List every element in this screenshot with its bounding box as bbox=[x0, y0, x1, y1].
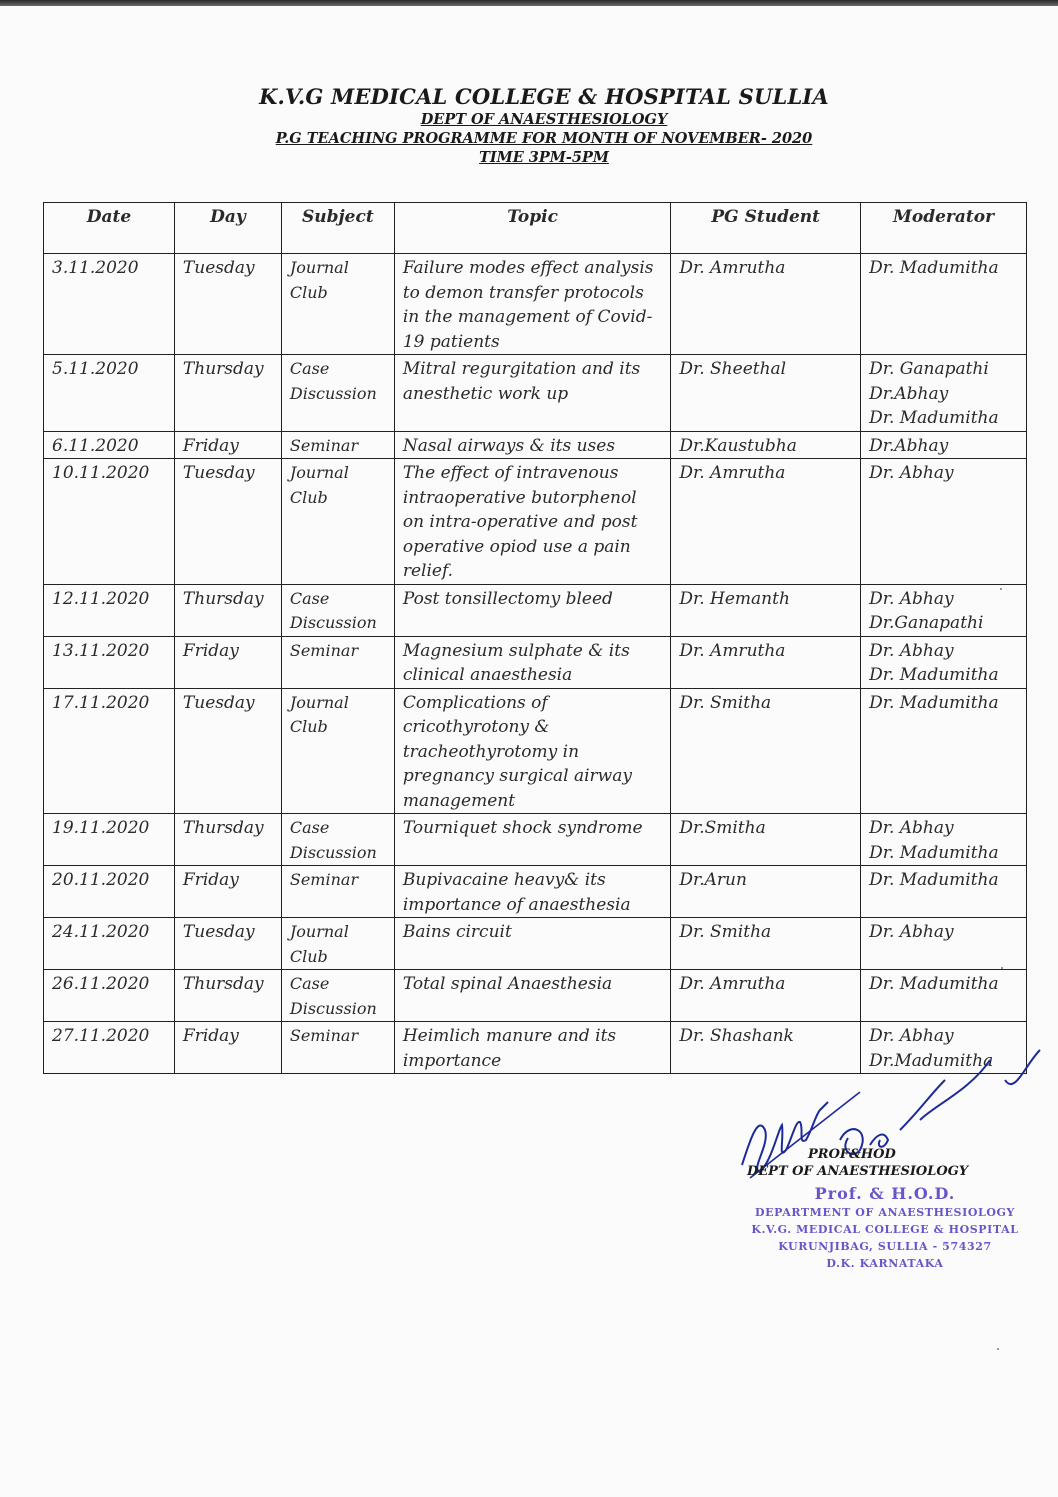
topic-cell: Magnesium sulphate & its clinical anaesthesia bbox=[394, 636, 671, 688]
date-cell: 20.11.2020 bbox=[44, 866, 175, 918]
moderator-cell bbox=[861, 918, 1027, 970]
pg-student-cell: Dr. Amrutha bbox=[671, 459, 861, 585]
signature-role: PROF&HOD bbox=[808, 1147, 896, 1162]
moderator-cell bbox=[861, 355, 1027, 432]
table-row bbox=[44, 431, 1027, 459]
date-cell: 6.11.2020 bbox=[44, 431, 175, 459]
subject-cell: Seminar bbox=[281, 431, 394, 459]
moderator-name: Dr. Ganapathi bbox=[869, 359, 989, 379]
day-cell: Friday bbox=[174, 636, 281, 688]
institution-title: K.V.G MEDICAL COLLEGE & HOSPITAL SULLIA bbox=[259, 84, 829, 109]
day-cell: Tuesday bbox=[174, 688, 281, 814]
programme-title: P.G TEACHING PROGRAMME FOR MONTH OF NOVEMBER- 2020 bbox=[275, 130, 813, 147]
topic-cell: Bupivacaine heavy& its importance of anaesthesia bbox=[394, 866, 671, 918]
moderator-name: Dr. Madumitha bbox=[869, 665, 999, 685]
stamp-title: Prof. & H.O.D. bbox=[814, 1184, 956, 1203]
date-cell: 17.11.2020 bbox=[44, 688, 175, 814]
day-cell: Thursday bbox=[174, 970, 281, 1022]
pg-student-cell: Dr.Kaustubha bbox=[671, 431, 861, 459]
moderator-name: Dr.Abhay bbox=[869, 435, 949, 456]
stamp-line-2: K.V.G. MEDICAL COLLEGE & HOSPITAL bbox=[751, 1223, 1019, 1236]
column-header-moderator: Moderator bbox=[861, 203, 1027, 254]
day-cell: Friday bbox=[174, 866, 281, 918]
topic-cell: The effect of intravenous intraoperative butorphenol on intra-operative and post operative opiod use a pain relief. bbox=[394, 459, 671, 585]
table-row bbox=[44, 254, 1027, 355]
day-cell: Thursday bbox=[174, 814, 281, 866]
subject-cell: Journal Club bbox=[281, 918, 394, 970]
pg-student-cell: Dr.Arun bbox=[671, 866, 861, 918]
column-header-day: Day bbox=[174, 203, 281, 254]
pg-student-cell: Dr. Amrutha bbox=[671, 254, 861, 355]
subject-cell: Case Discussion bbox=[281, 355, 394, 432]
table-row bbox=[44, 918, 1027, 970]
table-row bbox=[44, 459, 1027, 585]
schedule-table bbox=[43, 202, 1027, 1074]
stamp-line-3: KURUNJIBAG, SULLIA - 574327 bbox=[778, 1240, 992, 1253]
pg-student-cell: Dr. Amrutha bbox=[671, 636, 861, 688]
topic-cell: Heimlich manure and its importance bbox=[394, 1022, 671, 1074]
table-header-row bbox=[44, 203, 1027, 254]
subject-cell: Case Discussion bbox=[281, 970, 394, 1022]
department-title: DEPT OF ANAESTHESIOLOGY bbox=[420, 111, 668, 128]
moderator-name: Dr. Madumitha bbox=[869, 258, 999, 278]
date-cell: 19.11.2020 bbox=[44, 814, 175, 866]
moderator-name: Dr. Madumitha bbox=[869, 692, 999, 713]
pg-student-cell: Dr. Sheethal bbox=[671, 355, 861, 432]
date-cell: 5.11.2020 bbox=[44, 355, 175, 432]
day-cell: Thursday bbox=[174, 584, 281, 636]
moderator-name: Dr. Madumitha bbox=[869, 974, 999, 994]
moderator-name: Dr. Abhay bbox=[869, 640, 954, 661]
table-row bbox=[44, 584, 1027, 636]
moderator-cell bbox=[861, 584, 1027, 636]
table-row bbox=[44, 866, 1027, 918]
pg-student-cell: Dr. Hemanth bbox=[671, 584, 861, 636]
day-cell: Thursday bbox=[174, 355, 281, 432]
topic-cell: Nasal airways & its uses bbox=[394, 431, 671, 459]
table-row bbox=[44, 814, 1027, 866]
table-row bbox=[44, 636, 1027, 688]
subject-cell: Journal Club bbox=[281, 254, 394, 355]
date-cell: 12.11.2020 bbox=[44, 584, 175, 636]
signature-caption bbox=[720, 1146, 1050, 1180]
table-row bbox=[44, 688, 1027, 814]
signature-department: DEPT OF ANAESTHESIOLOGY bbox=[747, 1164, 969, 1179]
day-cell: Tuesday bbox=[174, 918, 281, 970]
document-header bbox=[0, 84, 1058, 167]
date-cell: 10.11.2020 bbox=[44, 459, 175, 585]
moderator-name: Dr.Madumitha bbox=[869, 1050, 994, 1071]
day-cell: Friday bbox=[174, 431, 281, 459]
column-header-topic: Topic bbox=[394, 203, 671, 254]
moderator-name: Dr. Madumitha bbox=[869, 842, 999, 863]
date-cell: 3.11.2020 bbox=[44, 254, 175, 355]
moderator-name: Dr. Abhay bbox=[869, 463, 954, 483]
subject-cell: Seminar bbox=[281, 636, 394, 688]
scan-speck bbox=[1000, 588, 1002, 590]
moderator-name: Dr. Madumitha bbox=[869, 870, 999, 890]
day-cell: Tuesday bbox=[174, 254, 281, 355]
scan-speck bbox=[997, 1348, 999, 1350]
moderator-cell bbox=[861, 970, 1027, 1022]
topic-cell: Post tonsillectomy bleed bbox=[394, 584, 671, 636]
moderator-name: Dr.Abhay bbox=[869, 383, 949, 404]
column-header-pg-student: PG Student bbox=[671, 203, 861, 254]
table-row bbox=[44, 1022, 1027, 1074]
topic-cell: Bains circuit bbox=[394, 918, 671, 970]
subject-cell: Journal Club bbox=[281, 459, 394, 585]
topic-cell: Failure modes effect analysis to demon transfer protocols in the management of Covid-19 patients bbox=[394, 254, 671, 355]
date-cell: 27.11.2020 bbox=[44, 1022, 175, 1074]
moderator-name: Dr. Abhay bbox=[869, 1026, 954, 1046]
stamp-line-1: DEPARTMENT OF ANAESTHESIOLOGY bbox=[755, 1206, 1015, 1219]
topic-cell: Total spinal Anaesthesia bbox=[394, 970, 671, 1022]
subject-cell: Seminar bbox=[281, 1022, 394, 1074]
pg-student-cell: Dr. Smitha bbox=[671, 918, 861, 970]
moderator-cell bbox=[861, 814, 1027, 866]
topic-cell: Tourniquet shock syndrome bbox=[394, 814, 671, 866]
moderator-name: Dr. Abhay bbox=[869, 818, 954, 838]
moderator-cell bbox=[861, 636, 1027, 688]
table-row bbox=[44, 970, 1027, 1022]
moderator-cell bbox=[861, 431, 1027, 459]
time-line: TIME 3PM-5PM bbox=[479, 149, 609, 166]
table-row bbox=[44, 355, 1027, 432]
pg-student-cell: Dr. Amrutha bbox=[671, 970, 861, 1022]
date-cell: 26.11.2020 bbox=[44, 970, 175, 1022]
subject-cell: Case Discussion bbox=[281, 584, 394, 636]
day-cell: Tuesday bbox=[174, 459, 281, 585]
day-cell: Friday bbox=[174, 1022, 281, 1074]
column-header-subject: Subject bbox=[281, 203, 394, 254]
stamp-line-4: D.K. KARNATAKA bbox=[826, 1257, 944, 1270]
official-stamp bbox=[720, 1184, 1050, 1272]
moderator-cell bbox=[861, 1022, 1027, 1074]
topic-cell: Complications of cricothyrotony & tracheothyrotomy in pregnancy surgical airway management bbox=[394, 688, 671, 814]
pg-student-cell: Dr.Smitha bbox=[671, 814, 861, 866]
date-cell: 13.11.2020 bbox=[44, 636, 175, 688]
moderator-cell bbox=[861, 459, 1027, 585]
topic-cell: Mitral regurgitation and its anesthetic work up bbox=[394, 355, 671, 432]
moderator-name: Dr. Madumitha bbox=[869, 408, 999, 428]
moderator-cell bbox=[861, 688, 1027, 814]
pg-student-cell: Dr. Smitha bbox=[671, 688, 861, 814]
pg-student-cell: Dr. Shashank bbox=[671, 1022, 861, 1074]
moderator-name: Dr.Ganapathi bbox=[869, 613, 984, 633]
scan-speck bbox=[1001, 967, 1003, 969]
date-cell: 24.11.2020 bbox=[44, 918, 175, 970]
subject-cell: Seminar bbox=[281, 866, 394, 918]
subject-cell: Case Discussion bbox=[281, 814, 394, 866]
moderator-name: Dr. Abhay bbox=[869, 588, 954, 609]
moderator-name: Dr. Abhay bbox=[869, 922, 954, 942]
column-header-date: Date bbox=[44, 203, 175, 254]
subject-cell: Journal Club bbox=[281, 688, 394, 814]
scan-top-edge bbox=[0, 0, 1058, 6]
moderator-cell bbox=[861, 254, 1027, 355]
moderator-cell bbox=[861, 866, 1027, 918]
